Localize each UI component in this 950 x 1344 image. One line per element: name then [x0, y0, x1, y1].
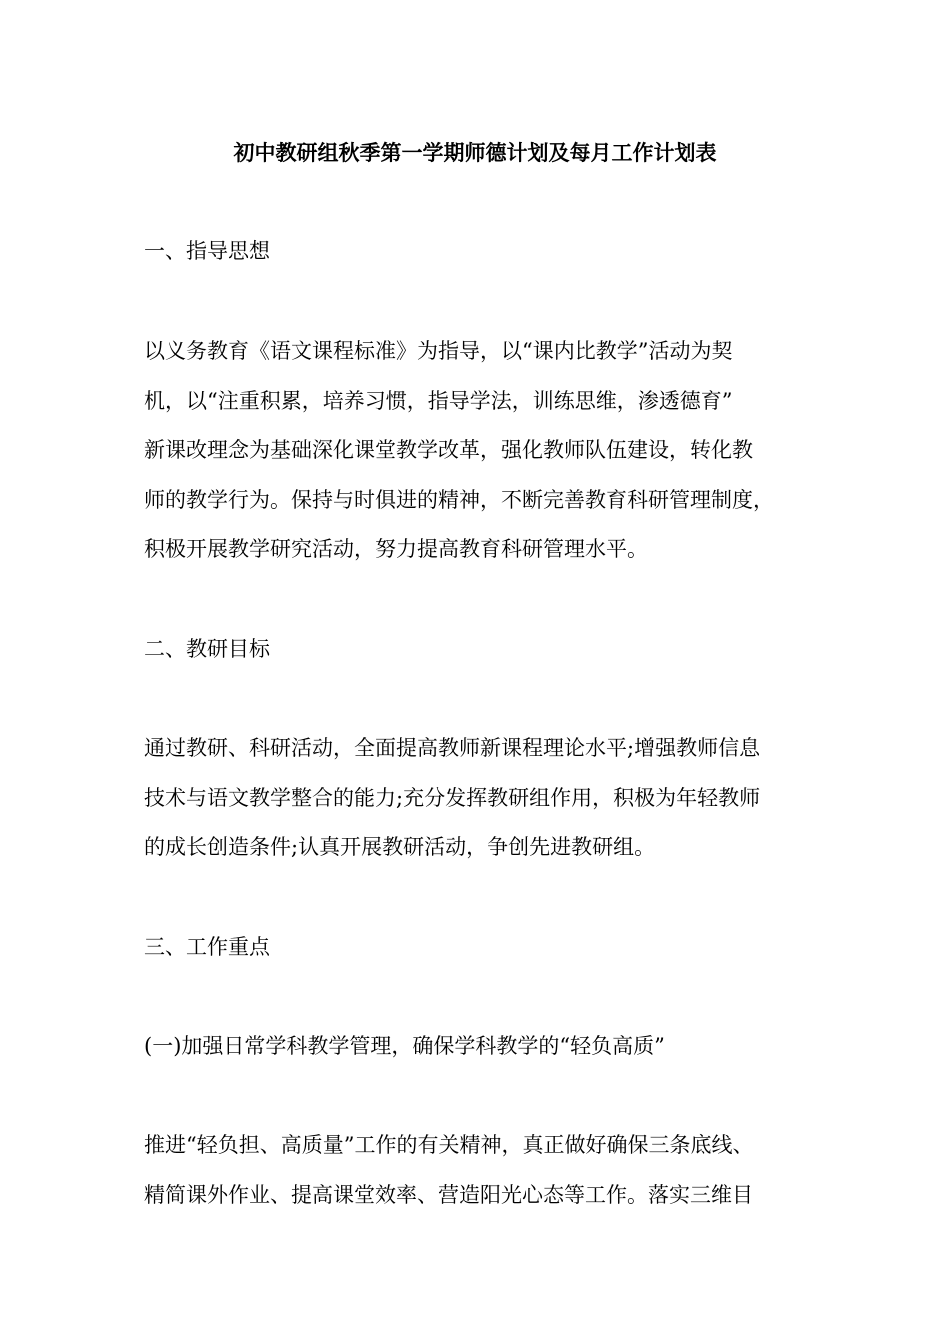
paragraph-line: 积极开展教学研究活动，努力提高教育科研管理水平。: [144, 537, 648, 561]
paragraph-line: 推进“轻负担、高质量”工作的有关精神，真正做好确保三条底线、: [144, 1133, 754, 1157]
paragraph-line: 的成长创造条件;认真开展教研活动，争创先进教研组。: [144, 835, 656, 859]
paragraph-line: 师的教学行为。保持与时俱进的精神，不断完善教育科研管理制度，: [144, 488, 774, 512]
paragraph-line: 新课改理念为基础深化课堂教学改革，强化教师队伍建设，转化教: [144, 438, 753, 462]
section-heading-research-goals: 二、教研目标: [144, 637, 270, 661]
paragraph-line: 精简课外作业、提高课堂效率、营造阳光心态等工作。落实三维目: [144, 1183, 753, 1207]
section-heading-work-focus: 三、工作重点: [144, 935, 270, 959]
section-heading-guiding-ideology: 一、指导思想: [144, 239, 270, 263]
paragraph-line: 通过教研、科研活动，全面提高教师新课程理论水平;增强教师信息: [144, 736, 761, 760]
subsection-heading: (一)加强日常学科教学管理，确保学科教学的“轻负高质”: [144, 1034, 665, 1058]
paragraph-line: 技术与语文教学整合的能力;充分发挥教研组作用，积极为年轻教师: [144, 786, 761, 810]
document-title: 初中教研组秋季第一学期师德计划及每月工作计划表: [233, 140, 717, 165]
paragraph-line: 以义务教育《语文课程标准》为指导，以“课内比教学”活动为契: [144, 339, 733, 363]
paragraph-line: 机，以“注重积累，培养习惯，指导学法，训练思维，渗透德育”: [144, 389, 733, 413]
